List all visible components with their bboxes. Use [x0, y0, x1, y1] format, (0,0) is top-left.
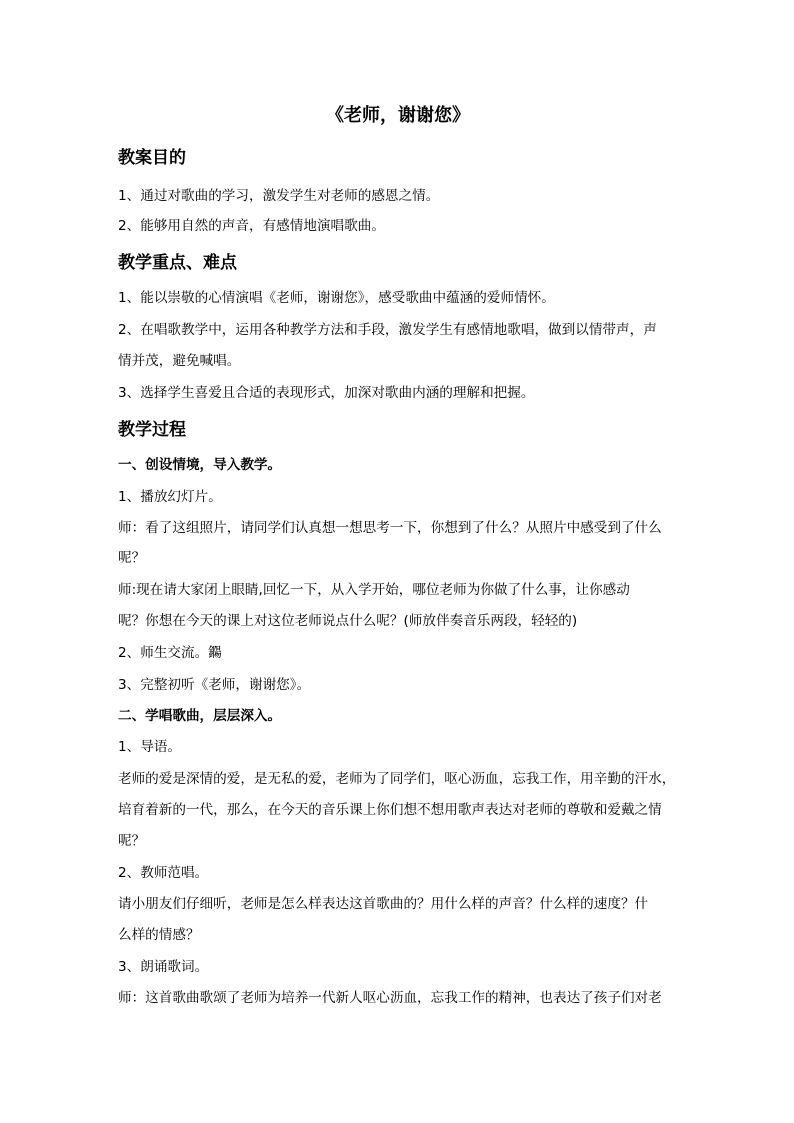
- objective-item: 2、能够用自然的声音，有感情地演唱歌曲。: [118, 218, 385, 234]
- process-line: 呢？: [118, 550, 146, 566]
- process-line: 2、师生交流。鐊: [118, 645, 222, 661]
- process-line: 请小朋友们仔细听，老师是怎么样表达这首歌曲的？用什么样的声音？什么样的速度？什: [118, 896, 649, 912]
- objective-item: 1、通过对歌曲的学习，激发学生对老师的感恩之情。: [118, 188, 440, 204]
- subsection-heading: 二、学唱歌曲，层层深入。: [118, 708, 282, 724]
- process-line: 1、导语。: [118, 739, 182, 755]
- process-line: 么样的情感？: [118, 927, 200, 943]
- section-heading-process: 教学过程: [118, 420, 186, 440]
- process-line: 1、播放幻灯片。: [118, 489, 222, 505]
- process-line: 老师的爱是深情的爱，是无私的爱，老师为了同学们，呕心沥血，忘我工作，用辛勤的汗水，: [118, 771, 676, 787]
- key-point-item: 情并茂，避免喊唱。: [118, 353, 241, 369]
- process-line: 师:现在请大家闭上眼睛,回忆一下，从入学开始，哪位老师为你做了什么事，让你感动: [118, 582, 630, 598]
- process-line: 2、教师范唱。: [118, 865, 209, 881]
- process-line: 培育着新的一代，那么，在今天的音乐课上你们想不想用歌声表达对老师的尊敬和爱戴之情: [118, 802, 662, 818]
- key-point-item: 1、能以崇敬的心情演唱《老师，谢谢您》，感受歌曲中蕴涵的爱师情怀。: [118, 290, 555, 306]
- key-point-item: 2、在唱歌教学中，运用各种教学方法和手段，激发学生有感情地歌唱，做到以情带声，声: [118, 322, 657, 338]
- process-line: 3、朗诵歌词。: [118, 959, 209, 975]
- section-heading-objectives: 教案目的: [118, 148, 186, 168]
- process-line: 师：看了这组照片，请同学们认真想一想思考一下，你想到了什么？从照片中感受到了什么: [118, 520, 662, 536]
- section-heading-key-points: 教学重点、难点: [118, 253, 237, 273]
- process-line: 3、完整初听《老师，谢谢您》。: [118, 677, 311, 693]
- document-title: 《老师，谢谢您》: [326, 105, 470, 126]
- key-point-item: 3、选择学生喜爱且合适的表现形式，加深对歌曲内涵的理解和把握。: [118, 385, 535, 401]
- subsection-heading: 一、创设情境，导入教学。: [118, 457, 282, 473]
- process-line: 呢？: [118, 833, 146, 849]
- process-line: 师：这首歌曲歌颂了老师为培养一代新人呕心沥血，忘我工作的精神，也表达了孩子们对老: [118, 990, 662, 1006]
- process-line: 呢？你想在今天的课上对这位老师说点什么呢？(师放伴奏音乐两段，轻轻的): [118, 613, 578, 629]
